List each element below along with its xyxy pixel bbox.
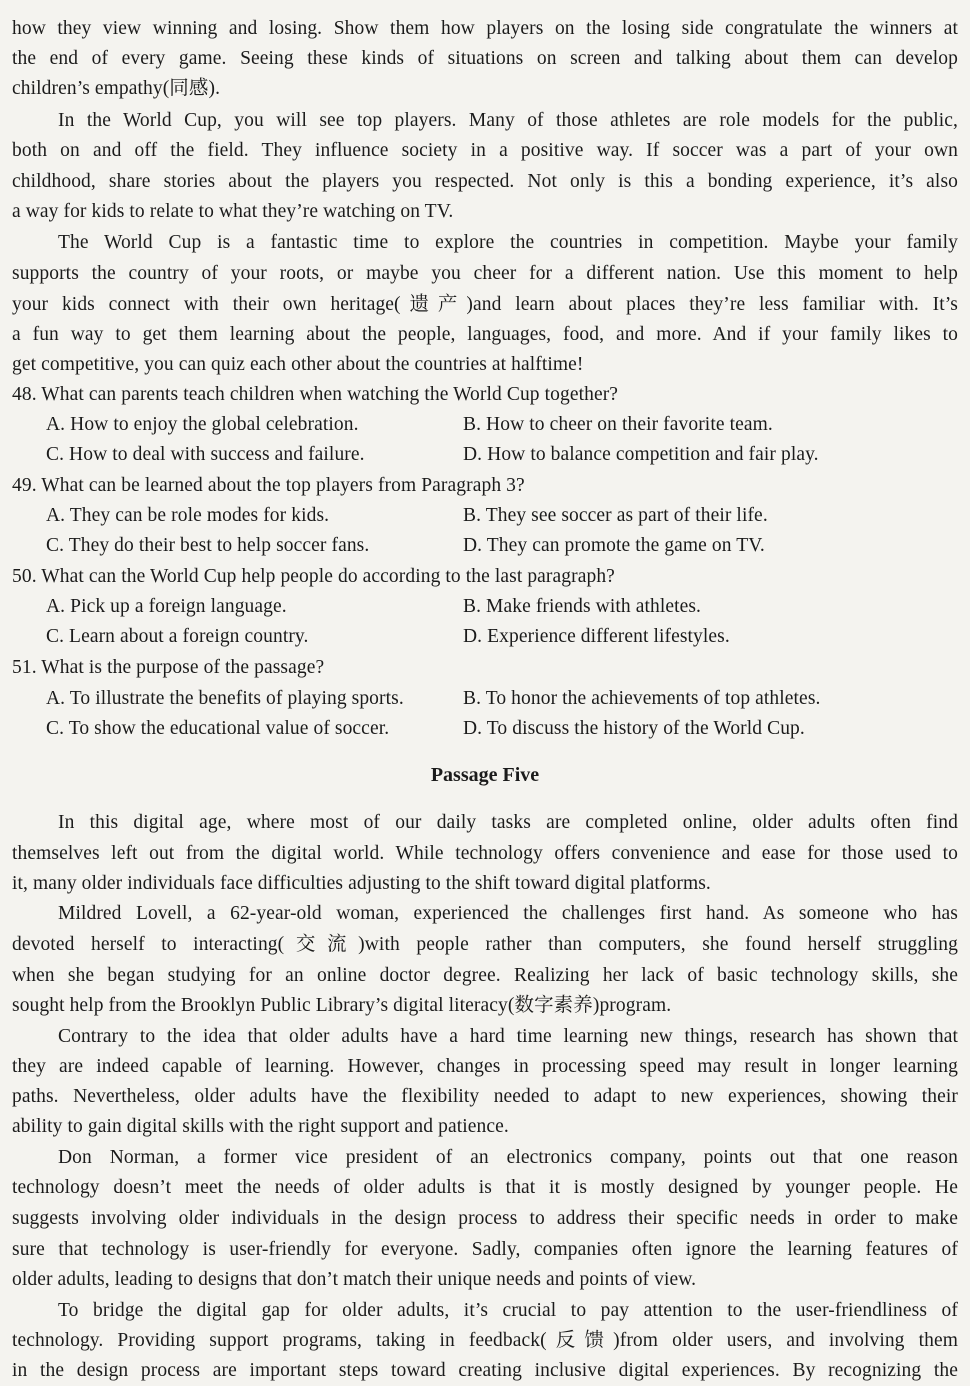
question-48-option-b: B. How to cheer on their favorite team.	[463, 414, 773, 435]
passage-five-title: Passage Five	[430, 764, 540, 786]
p5-para2-line4: sought help from the Brooklyn Public Library’s digital literacy(数字素养)program.	[12, 995, 672, 1016]
p4-para2-line4: a way for kids to relate to what they’re watching on TV.	[12, 201, 454, 222]
p4-para1-line1: how they view winning and losing. Show them how players on the losing side congratulate the winners at	[12, 18, 958, 39]
p5-para4-line4: sure that technology is user-friendly for everyone. Sadly, companies often ignore the learning features of	[12, 1239, 958, 1260]
p4-para3-line3: your kids connect with their own heritage(遗产)and learn about places they’re less familiar with. It’s	[12, 294, 958, 315]
question-51-option-b: B. To honor the achievements of top athletes.	[463, 688, 821, 709]
p4-para3-line2: supports the country of your roots, or maybe you cheer for a different nation. Use this moment to help	[12, 263, 958, 284]
question-50-option-d: D. Experience different lifestyles.	[463, 626, 730, 647]
question-50-stem: 50. What can the World Cup help people do according to the last paragraph?	[12, 566, 615, 587]
p5-para3-line4: ability to gain digital skills with the right support and patience.	[12, 1116, 509, 1137]
p4-para3-line4: a fun way to get them learning about the people, languages, food, and more. And if your family likes to	[12, 324, 958, 345]
question-49-option-c: C. They do their best to help soccer fans.	[46, 535, 370, 556]
question-50-option-a: A. Pick up a foreign language.	[46, 596, 287, 617]
p5-para5-line3: in the design process are important steps toward creating inclusive digital experiences. By recognizing the	[12, 1360, 958, 1381]
p5-para4-line5: older adults, leading to designs that don’t match their unique needs and points of view.	[12, 1269, 697, 1290]
question-50-option-c: C. Learn about a foreign country.	[46, 626, 309, 647]
question-49-stem: 49. What can be learned about the top players from Paragraph 3?	[12, 475, 525, 496]
p5-para5-line1: To bridge the digital gap for older adults, it’s crucial to pay attention to the user-friendliness of	[58, 1300, 958, 1321]
p5-para2-line1: Mildred Lovell, a 62-year-old woman, experienced the challenges first hand. As someone who has	[58, 903, 958, 924]
p5-para1-line1: In this digital age, where most of our daily tasks are completed online, older adults often find	[58, 812, 958, 833]
question-51-option-d: D. To discuss the history of the World Cup.	[463, 718, 805, 739]
question-48-option-c: C. How to deal with success and failure.	[46, 444, 365, 465]
p4-para2-line2: both on and off the field. They influence society in a positive way. If soccer was a part of your own	[12, 140, 958, 161]
p4-para2-line3: childhood, share stories about the players you respected. Not only is this a bonding experience, it’s also	[12, 171, 958, 192]
question-49-option-d: D. They can promote the game on TV.	[463, 535, 765, 556]
p5-para5-line2: technology. Providing support programs, taking in feedback(反馈)from older users, and involving them	[12, 1330, 958, 1351]
p5-para2-line3: when she began studying for an online doctor degree. Realizing her lack of basic technology skills, she	[12, 965, 958, 986]
question-51-option-c: C. To show the educational value of soccer.	[46, 718, 390, 739]
p5-para1-line3: it, many older individuals face difficulties adjusting to the shift toward digital platforms.	[12, 873, 711, 894]
p5-para3-line1: Contrary to the idea that older adults have a hard time learning new things, research has shown that	[58, 1026, 958, 1047]
p5-para3-line2: they are indeed capable of learning. However, changes in processing speed may result in longer learning	[12, 1056, 958, 1077]
question-51-option-a: A. To illustrate the benefits of playing sports.	[46, 688, 404, 709]
p4-para2-line1: In the World Cup, you will see top players. Many of those athletes are role models for the public,	[58, 110, 958, 131]
p5-para4-line3: suggests involving older individuals in the design process to address their specific needs in order to make	[12, 1208, 958, 1229]
question-48-option-d: D. How to balance competition and fair play.	[463, 444, 819, 465]
p4-para3-line1: The World Cup is a fantastic time to explore the countries in competition. Maybe your family	[58, 232, 958, 253]
question-51-stem: 51. What is the purpose of the passage?	[12, 657, 325, 678]
question-48-stem: 48. What can parents teach children when watching the World Cup together?	[12, 384, 619, 405]
question-49-option-b: B. They see soccer as part of their life.	[463, 505, 768, 526]
question-48-option-a: A. How to enjoy the global celebration.	[46, 414, 359, 435]
p5-para1-line2: themselves left out from the digital world. While technology offers convenience and ease for those used to	[12, 843, 958, 864]
p4-para3-line5: get competitive, you can quiz each other about the countries at halftime!	[12, 354, 584, 375]
p5-para4-line2: technology doesn’t meet the needs of older adults is that it is mostly designed by younger people. He	[12, 1177, 958, 1198]
p5-para4-line1: Don Norman, a former vice president of an electronics company, points out that one reason	[58, 1147, 958, 1168]
p5-para3-line3: paths. Nevertheless, older adults have the flexibility needed to adapt to new experiences, showing their	[12, 1086, 958, 1107]
question-49-option-a: A. They can be role modes for kids.	[46, 505, 330, 526]
p5-para2-line2: devoted herself to interacting(交流)with people rather than computers, she found herself struggling	[12, 934, 958, 955]
p4-para1-line3: children’s empathy(同感).	[12, 78, 221, 99]
p4-para1-line2: the end of every game. Seeing these kinds of situations on screen and talking about them can develop	[12, 48, 958, 69]
question-50-option-b: B. Make friends with athletes.	[463, 596, 702, 617]
